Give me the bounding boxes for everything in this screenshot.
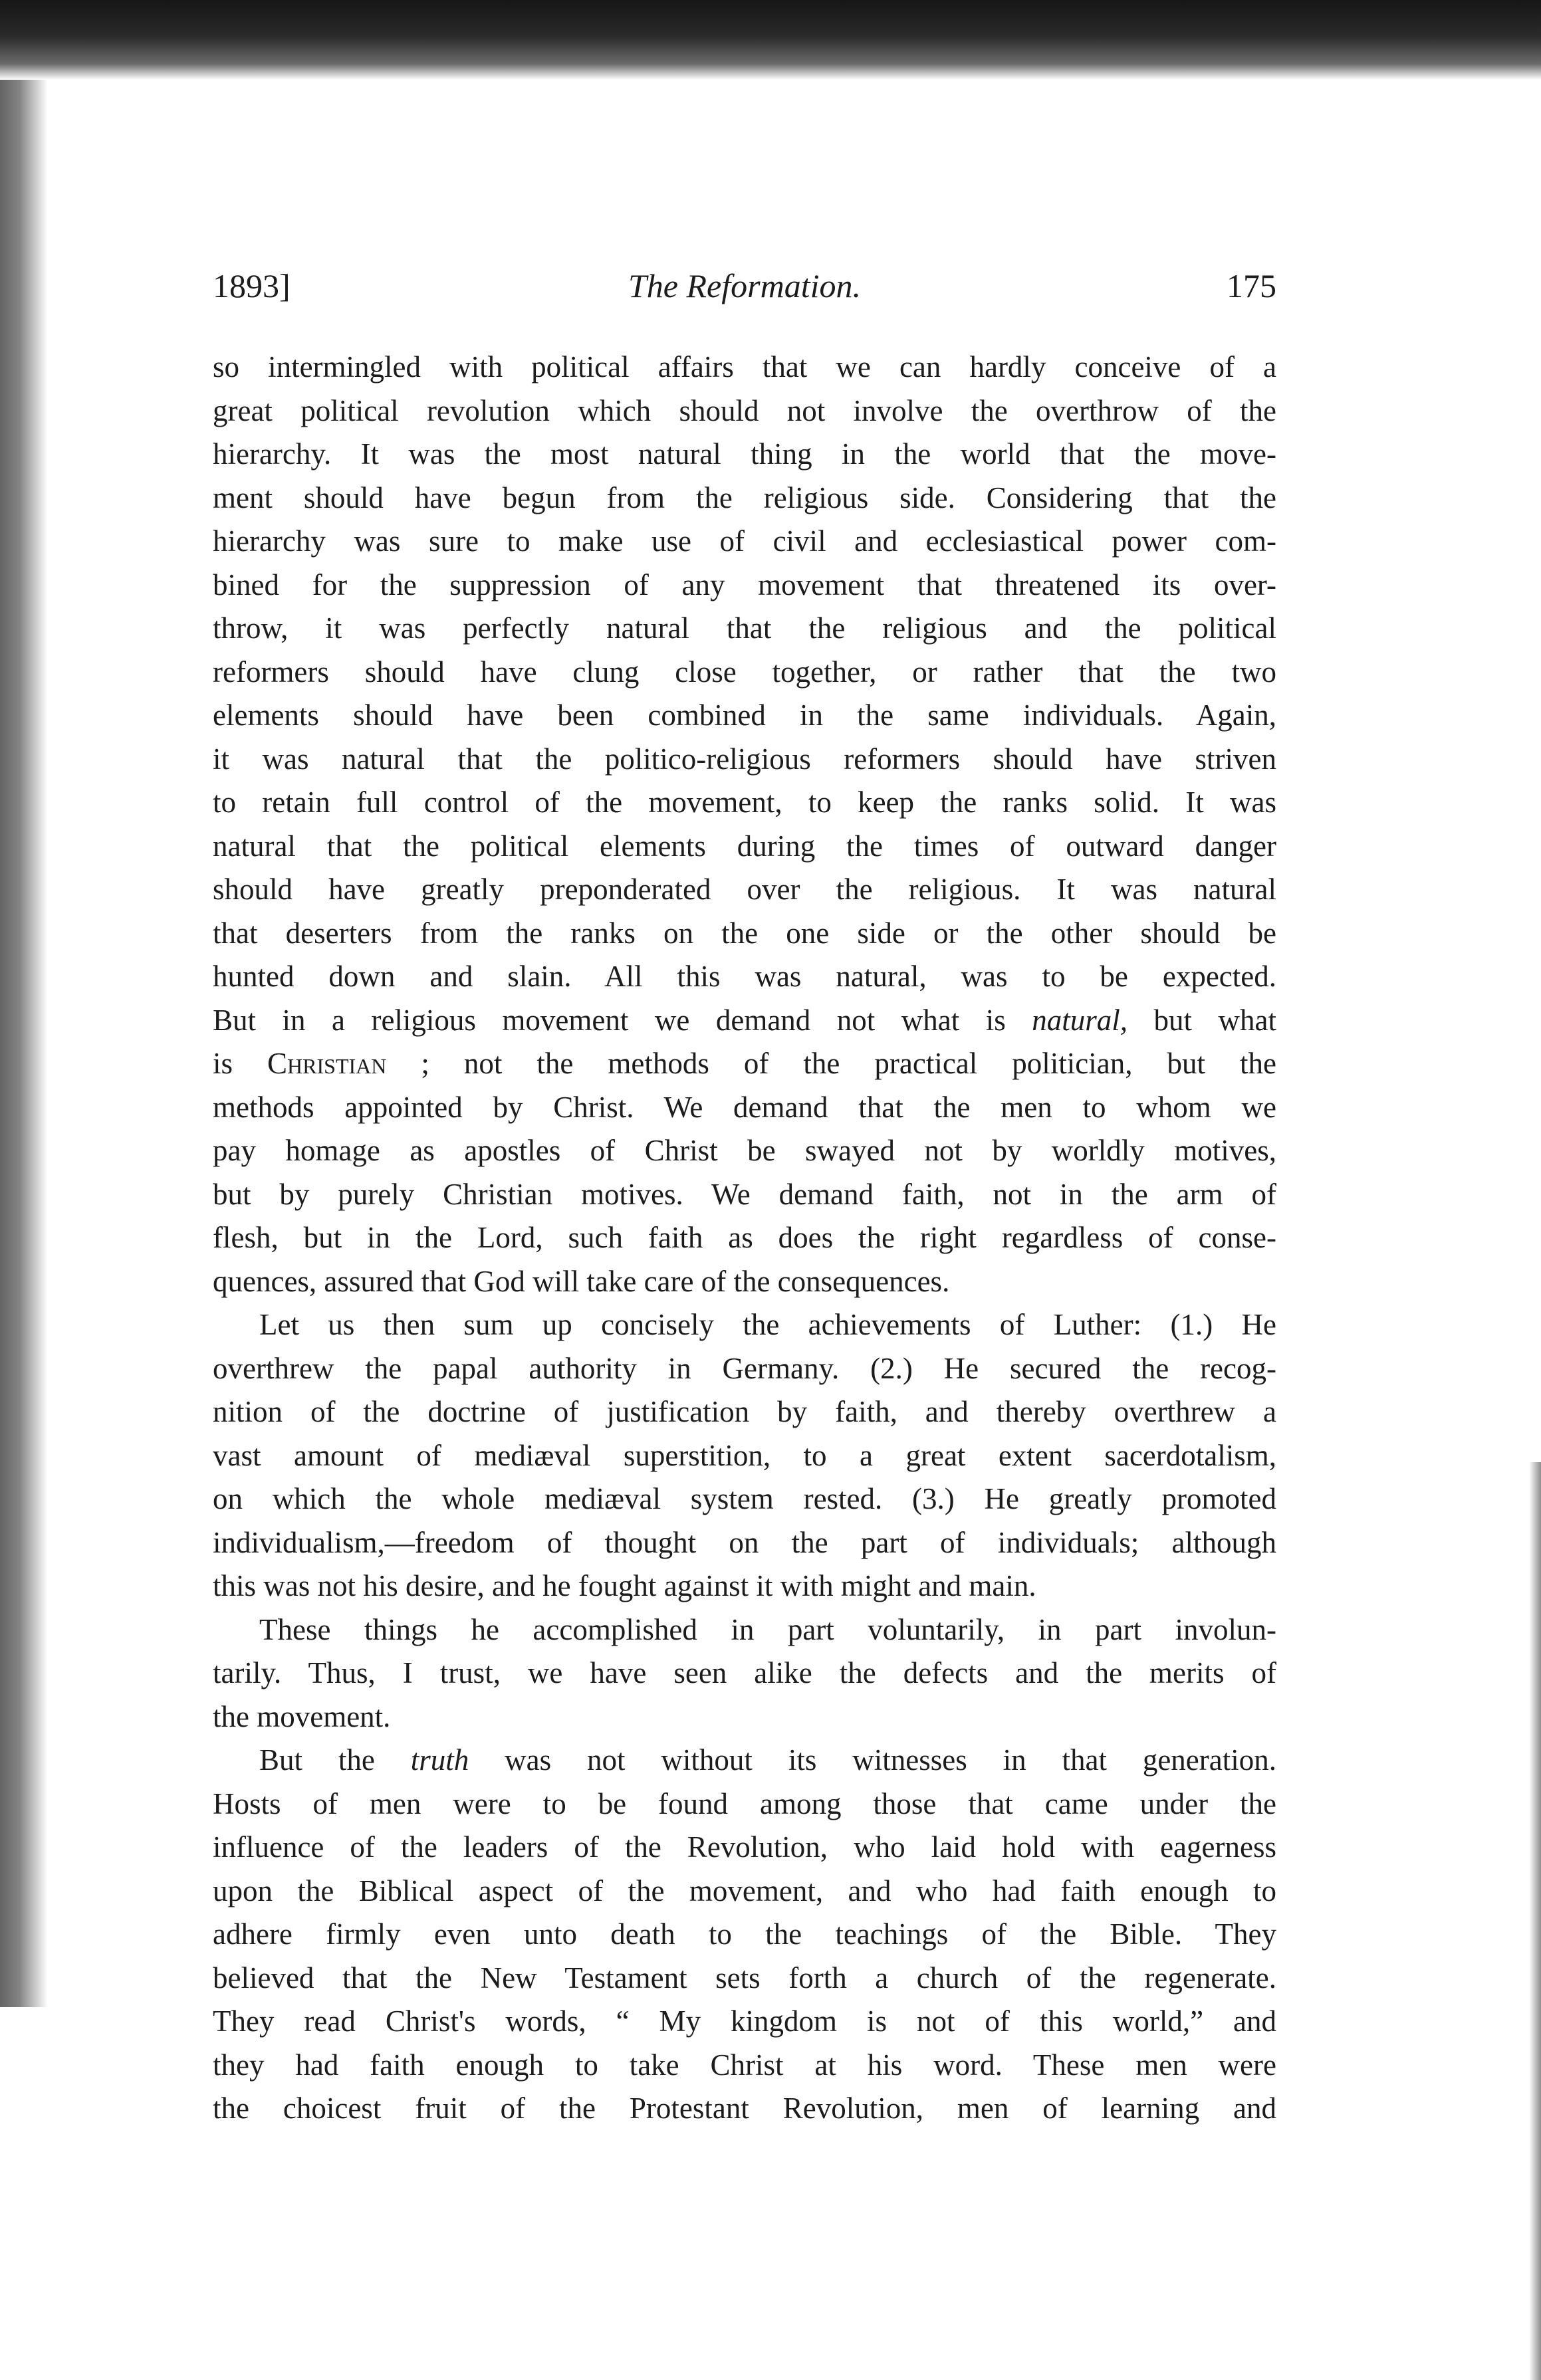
text-line: should have greatly preponderated over the religious. It was natural — [213, 873, 1276, 906]
text-line: pay homage as apostles of Christ be swayed not by worldly motives, — [213, 1134, 1276, 1167]
text-line: Let us then sum up concisely the achievements of Luther: (1.) He — [259, 1308, 1276, 1341]
text-line: natural that the political elements during the times of outward danger — [213, 829, 1276, 863]
running-head-title: The Reformation. — [628, 267, 861, 304]
text-line: but by purely Christian motives. We demand faith, not in the arm of — [213, 1177, 1276, 1211]
page-number: 175 — [1227, 267, 1276, 304]
text-line: great political revolution which should not involve the overthrow of the — [213, 393, 1276, 427]
scan-binding-shadow — [0, 80, 48, 2007]
text-line: But in a religious movement we demand not what is natural, but what — [213, 1003, 1276, 1037]
text-line: it was natural that the politico-religious reformers should have striven — [213, 742, 1276, 776]
text-line: is Christian ; not the methods of the practical politician, but the — [213, 1047, 1276, 1080]
body-text — [213, 346, 1276, 2131]
text-line: methods appointed by Christ. We demand that the men to whom we — [213, 1090, 1276, 1124]
emphasis-natural: natural, — [1032, 1003, 1128, 1037]
text-line: But the truth was not without its witnesses in that generation. — [259, 1743, 1276, 1777]
text-line: quences, assured that God will take care of the consequences. — [213, 1264, 950, 1298]
text-line: bined for the suppression of any movement that threatened its over- — [213, 568, 1276, 601]
text-line: flesh, but in the Lord, such faith as does the right regardless of conse- — [213, 1221, 1276, 1254]
text-line: throw, it was perfectly natural that the religious and the political — [213, 611, 1276, 645]
text-line: elements should have been combined in the same individuals. Again, — [213, 699, 1276, 732]
text-line: they had faith enough to take Christ at his word. These men were — [213, 2048, 1276, 2082]
running-head-year: 1893] — [213, 267, 291, 304]
text-line: Hosts of men were to be found among those that came under the — [213, 1786, 1276, 1820]
text-line: individualism,—freedom of thought on the part of individuals; although — [213, 1525, 1276, 1559]
text-line: influence of the leaders of the Revolution, who laid hold with eagerness — [213, 1830, 1276, 1864]
text-line: tarily. Thus, I trust, we have seen alike the defects and the merits of — [213, 1656, 1276, 1689]
text-line: hierarchy was sure to make use of civil and ecclesiastical power com- — [213, 524, 1276, 558]
text-line: They read Christ's words, “ My kingdom is not of this world,” and — [213, 2004, 1276, 2038]
text-line: this was not his desire, and he fought against it with might and main. — [213, 1569, 1036, 1602]
text-line: on which the whole mediæval system rested. (3.) He greatly promoted — [213, 1482, 1276, 1515]
text-line: overthrew the papal authority in Germany. (2.) He secured the recog- — [213, 1351, 1276, 1385]
text-line: reformers should have clung close together, or rather that the two — [213, 655, 1276, 689]
text-line: These things he accomplished in part voluntarily, in part involun- — [259, 1612, 1276, 1646]
text-line: that deserters from the ranks on the one side or the other should be — [213, 916, 1276, 950]
text-line: the choicest fruit of the Protestant Revolution, men of learning and — [213, 2092, 1276, 2125]
text-line: to retain full control of the movement, to keep the ranks solid. It was — [213, 786, 1276, 819]
text-line: believed that the New Testament sets forth a church of the regenerate. — [213, 1961, 1276, 1995]
text-line: vast amount of mediæval superstition, to a great extent sacerdotalism, — [213, 1438, 1276, 1472]
text-line: adhere firmly even unto death to the teachings of the Bible. They — [213, 1917, 1276, 1951]
text-line: ment should have begun from the religious side. Considering that the — [213, 481, 1276, 514]
text-line: upon the Biblical aspect of the movement, and who had faith enough to — [213, 1874, 1276, 1907]
text-line: the movement. — [213, 1699, 391, 1733]
scan-top-edge — [0, 0, 1541, 80]
text-line: hunted down and slain. All this was natural, was to be expected. — [213, 960, 1276, 993]
small-caps-christian: Christian — [267, 1047, 387, 1080]
scan-right-edge — [1529, 1462, 1541, 2380]
emphasis-truth: truth — [410, 1743, 469, 1777]
text-line: nition of the doctrine of justification by faith, and thereby overthrew a — [213, 1395, 1276, 1428]
text-line: so intermingled with political affairs that we can hardly conceive of a — [213, 350, 1276, 383]
text-line: hierarchy. It was the most natural thing in the world that the move- — [213, 437, 1276, 471]
running-head — [213, 263, 1276, 316]
